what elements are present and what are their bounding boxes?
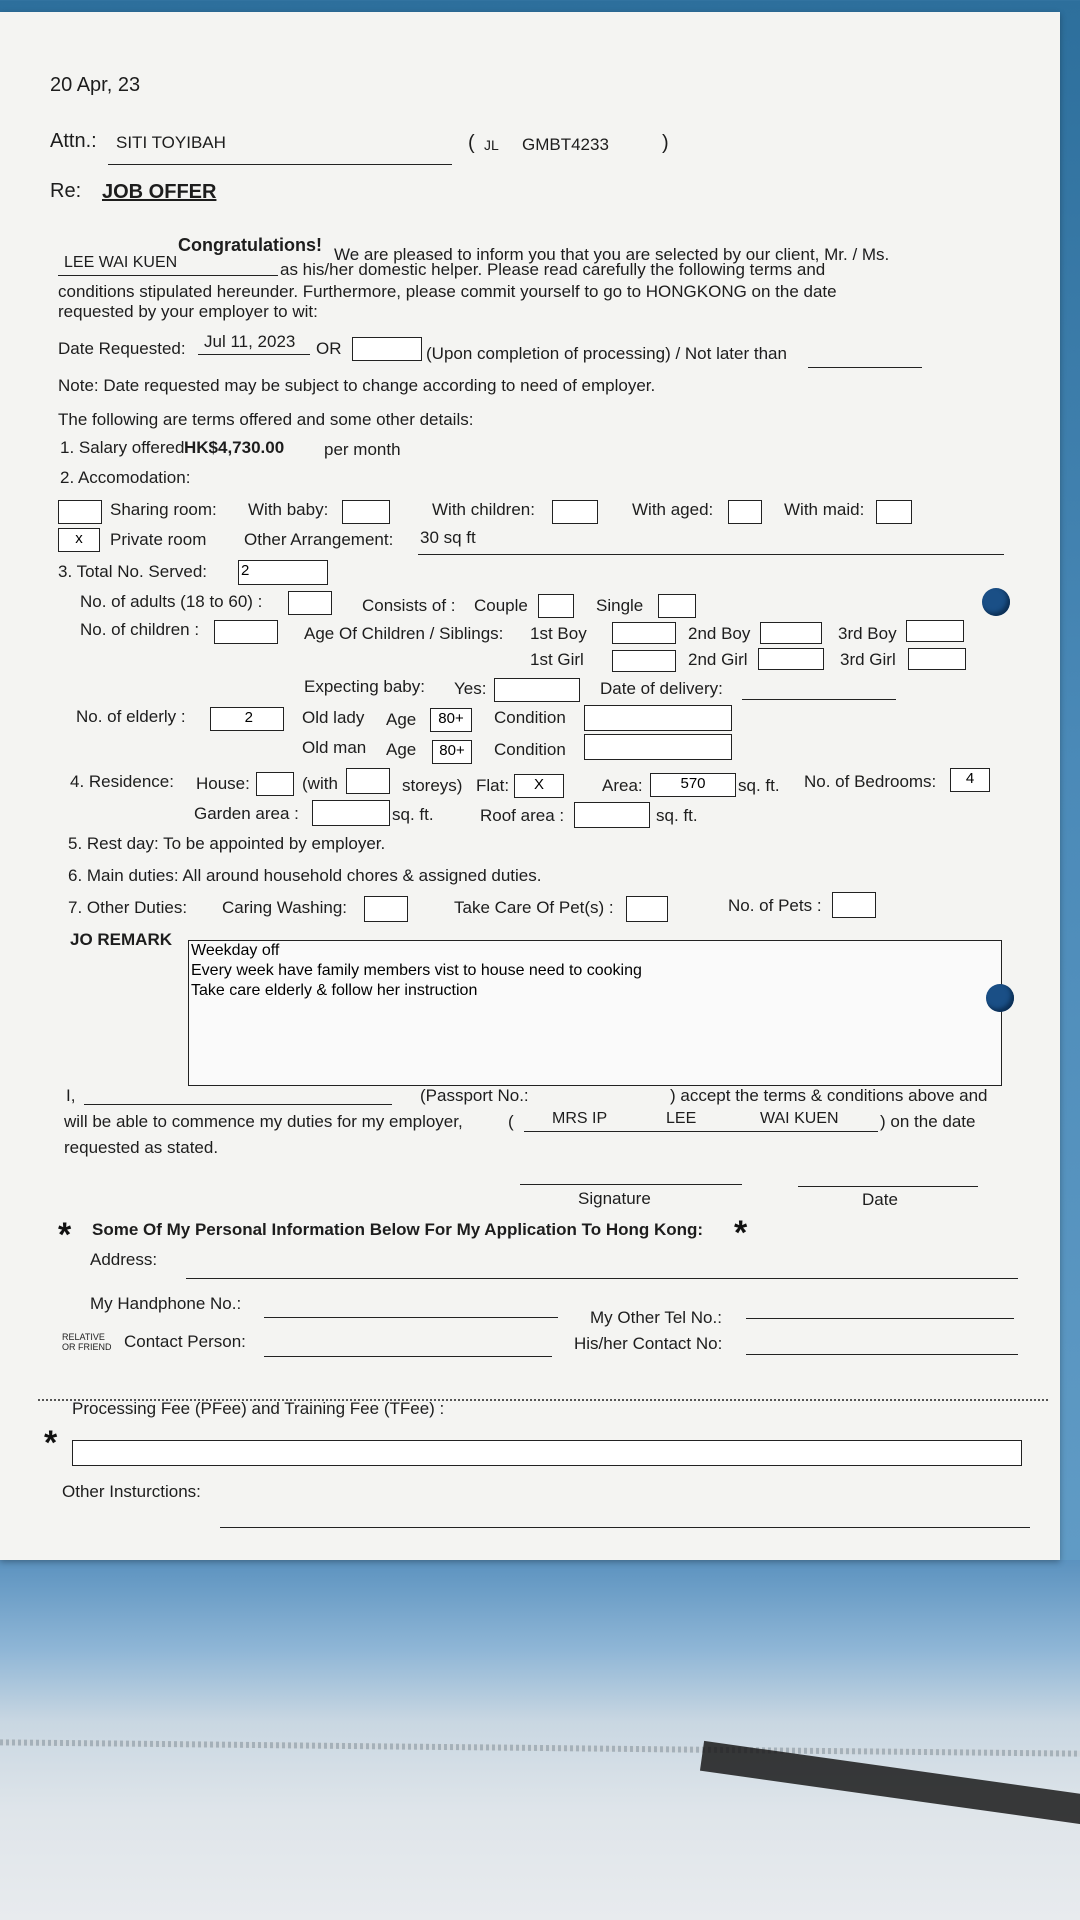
re-label: Re: xyxy=(50,180,82,202)
with-aged-box xyxy=(728,500,762,524)
date-requested-label: Date Requested: xyxy=(58,339,186,358)
with-children-label: With children: xyxy=(432,500,535,519)
personal-star-right: * xyxy=(734,1214,748,1252)
bedrooms-box: 4 xyxy=(950,768,990,792)
attn-code-prefix: JL xyxy=(484,137,499,153)
house-box xyxy=(256,772,294,796)
address-line xyxy=(186,1278,1018,1279)
girl1-box xyxy=(612,650,676,672)
date-note: Note: Date requested may be subject to change according to need of employer. xyxy=(58,376,656,395)
no-of-pets-box xyxy=(832,892,876,918)
accommodation-label: 2. Accomodation: xyxy=(60,468,191,487)
old-lady-age-box: 80+ xyxy=(430,708,472,732)
boy2-box xyxy=(760,622,822,644)
remark-line-2: Every week have family members vist to house need to cooking xyxy=(191,962,642,979)
acceptance-name-line xyxy=(84,1104,392,1105)
date-requested-value: Jul 11, 2023 xyxy=(204,332,296,351)
children-label: No. of children : xyxy=(80,620,200,639)
employer-name-2: LEE xyxy=(666,1110,697,1127)
date-requested-line xyxy=(198,354,310,355)
flat-box: X xyxy=(514,774,564,798)
main-duties: 6. Main duties: All around household chores & assigned duties. xyxy=(68,866,542,885)
other-tel-label: My Other Tel No.: xyxy=(590,1308,722,1327)
other-tel-line xyxy=(746,1318,1014,1319)
salary-label: 1. Salary offered: xyxy=(60,438,190,457)
acceptance-i: I, xyxy=(66,1086,76,1105)
area-sqft: sq. ft. xyxy=(738,776,780,795)
date-of-delivery-line xyxy=(742,699,896,700)
age-of-children-label: Age Of Children / Siblings: xyxy=(304,624,504,643)
adults-box xyxy=(288,591,332,615)
signature-line xyxy=(520,1184,742,1185)
girl1-label: 1st Girl xyxy=(530,650,584,669)
old-lady-age-label: Age xyxy=(386,710,417,729)
private-room-label: Private room xyxy=(110,530,207,549)
expecting-yes-box xyxy=(494,678,580,702)
storeys-box xyxy=(346,768,390,794)
congrats-text: Congratulations! xyxy=(178,235,322,255)
old-man-condition-box xyxy=(584,734,732,760)
old-man-label: Old man xyxy=(302,738,367,757)
with-children-box xyxy=(552,500,598,524)
with-maid-label: With maid: xyxy=(784,500,865,519)
garden-sqft: sq. ft. xyxy=(392,805,434,824)
children-box xyxy=(214,620,278,644)
intro-line2: as his/her domestic helper. Please read carefully the following terms and xyxy=(280,260,826,279)
jo-remark-label: JO REMARK xyxy=(70,930,173,949)
other-arrangement-line xyxy=(418,554,1004,555)
attn-code: GMBT4233 xyxy=(522,135,609,154)
attn-label: Attn.: xyxy=(50,130,97,152)
requested-text: requested as stated. xyxy=(64,1138,219,1157)
take-care-pets-label: Take Care Of Pet(s) : xyxy=(454,898,614,917)
date-signature-label: Date xyxy=(862,1190,898,1209)
remark-line-3: Take care elderly & follow her instruction xyxy=(191,982,478,999)
fees-box xyxy=(72,1440,1022,1466)
boy1-box xyxy=(612,622,676,644)
roof-area-label: Roof area : xyxy=(480,806,565,825)
attn-line xyxy=(108,164,452,165)
old-man-age-box: 80+ xyxy=(432,740,472,764)
handphone-line xyxy=(264,1317,558,1318)
folder-sleeve-background xyxy=(0,1560,1080,1920)
intro-line1: We are pleased to inform you that you are selected by our client, Mr. / Ms. xyxy=(334,245,890,264)
girl2-box xyxy=(758,648,824,670)
friend-label: OR FRIEND xyxy=(62,1342,112,1352)
job-offer-document xyxy=(0,12,1060,1560)
bedrooms-label: No. of Bedrooms: xyxy=(804,772,937,791)
accept-text: ) accept the terms & conditions above and xyxy=(670,1086,988,1105)
attn-paren-close: ) xyxy=(662,132,669,154)
attn-paren-open: ( xyxy=(468,132,475,154)
document-date: 20 Apr, 23 xyxy=(50,74,141,96)
intro-line3: conditions stipulated hereunder. Furthermore, please commit yourself to go to HONGKONG on the date xyxy=(58,282,837,301)
with-aged-label: With aged: xyxy=(632,500,714,519)
upon-processing-text: (Upon completion of processing) / Not later than xyxy=(426,344,787,363)
consists-of-label: Consists of : xyxy=(362,596,456,615)
area-box: 570 xyxy=(650,773,736,797)
old-man-condition-label: Condition xyxy=(494,740,566,759)
no-of-pets-label: No. of Pets : xyxy=(728,896,822,915)
house-label: House: xyxy=(196,774,250,793)
old-man-age-label: Age xyxy=(386,740,417,759)
handphone-label: My Handphone No.: xyxy=(90,1294,242,1313)
re-title: JOB OFFER xyxy=(102,181,217,203)
other-duties-label: 7. Other Duties: xyxy=(68,898,188,917)
old-lady-label: Old lady xyxy=(302,708,365,727)
personal-heading: Some Of My Personal Information Below For My Application To Hong Kong: xyxy=(92,1220,704,1239)
adults-label: No. of adults (18 to 60) : xyxy=(80,592,263,611)
attn-name: SITI TOYIBAH xyxy=(116,133,226,152)
other-arrangement-label: Other Arrangement: xyxy=(244,530,394,549)
expecting-yes-label: Yes: xyxy=(454,679,487,698)
sharing-room-label: Sharing room: xyxy=(110,500,217,519)
elderly-label: No. of elderly : xyxy=(76,707,186,726)
with-maid-box xyxy=(876,500,912,524)
passport-label: (Passport No.: xyxy=(420,1086,529,1105)
roof-area-box xyxy=(574,802,650,828)
total-served-label: 3. Total No. Served: xyxy=(58,562,207,581)
with-storeys-open: (with xyxy=(302,774,338,793)
employer-name-1: MRS IP xyxy=(552,1110,608,1127)
caring-washing-label: Caring Washing: xyxy=(222,898,348,917)
other-instructions-line xyxy=(220,1527,1030,1528)
boy1-label: 1st Boy xyxy=(530,624,587,643)
with-baby-box xyxy=(342,500,390,524)
employer-name: LEE WAI KUEN xyxy=(64,254,178,271)
relative-label: RELATIVE xyxy=(62,1332,105,1342)
or-text: OR xyxy=(316,339,342,358)
personal-star-left: * xyxy=(58,1216,72,1254)
expecting-baby-label: Expecting baby: xyxy=(304,677,425,696)
contact-no-label: His/her Contact No: xyxy=(574,1334,723,1353)
other-arrangement-value: 30 sq ft xyxy=(420,528,476,547)
salary-suffix: per month xyxy=(324,440,401,459)
other-instructions-label: Other Insturctions: xyxy=(62,1482,201,1501)
employer-name-line xyxy=(58,275,278,276)
roof-sqft: sq. ft. xyxy=(656,806,698,825)
address-label: Address: xyxy=(90,1250,158,1269)
fees-star: * xyxy=(44,1424,58,1462)
single-label: Single xyxy=(596,596,644,615)
caring-washing-box xyxy=(364,896,408,922)
residence-label: 4. Residence: xyxy=(70,772,174,791)
salary-value: HK$4,730.00 xyxy=(184,438,285,457)
couple-box xyxy=(538,594,574,618)
girl3-label: 3rd Girl xyxy=(840,650,896,669)
on-the-date-text: ) on the date xyxy=(880,1112,976,1131)
fees-label: Processing Fee (PFee) and Training Fee (TFee) : xyxy=(72,1399,445,1418)
contact-person-label: Contact Person: xyxy=(124,1332,246,1351)
contact-no-line xyxy=(746,1354,1018,1355)
total-served-box: 2 xyxy=(238,560,328,585)
garden-area-box xyxy=(312,800,390,826)
flat-label: Flat: xyxy=(476,776,510,795)
storeys-label: storeys) xyxy=(402,776,463,795)
upon-processing-box xyxy=(352,337,422,361)
commence-text: will be able to commence my duties for my employer, xyxy=(64,1112,463,1131)
boy2-label: 2nd Boy xyxy=(688,624,751,643)
signature-label: Signature xyxy=(578,1189,651,1208)
date-signature-line xyxy=(798,1186,978,1187)
girl2-label: 2nd Girl xyxy=(688,650,748,669)
take-care-pets-box xyxy=(626,896,668,922)
employer-name-line xyxy=(524,1131,878,1132)
sharing-room-box xyxy=(58,500,102,524)
remark-line-1: Weekday off xyxy=(191,942,280,959)
jo-remark-box xyxy=(188,940,1002,1086)
with-baby-label: With baby: xyxy=(248,500,329,519)
contact-person-line xyxy=(264,1356,552,1357)
boy3-label: 3rd Boy xyxy=(838,624,897,643)
intro-line4: requested by your employer to wit: xyxy=(58,302,318,321)
elderly-box: 2 xyxy=(210,707,284,731)
area-label: Area: xyxy=(602,776,643,795)
employer-paren-open: ( xyxy=(508,1112,514,1131)
garden-area-label: Garden area : xyxy=(194,804,299,823)
employer-name-3: WAI KUEN xyxy=(760,1110,839,1127)
binder-hole-2 xyxy=(986,984,1014,1012)
rest-day: 5. Rest day: To be appointed by employer. xyxy=(68,834,386,853)
binder-hole-1 xyxy=(982,588,1010,616)
couple-label: Couple xyxy=(474,596,528,615)
terms-intro: The following are terms offered and some other details: xyxy=(58,410,474,429)
old-lady-condition-label: Condition xyxy=(494,708,566,727)
single-box xyxy=(658,594,696,618)
private-room-box: x xyxy=(58,528,100,552)
not-later-than-line xyxy=(808,367,922,368)
old-lady-condition-box xyxy=(584,705,732,731)
date-of-delivery-label: Date of delivery: xyxy=(600,679,723,698)
girl3-box xyxy=(908,648,966,670)
boy3-box xyxy=(906,620,964,642)
